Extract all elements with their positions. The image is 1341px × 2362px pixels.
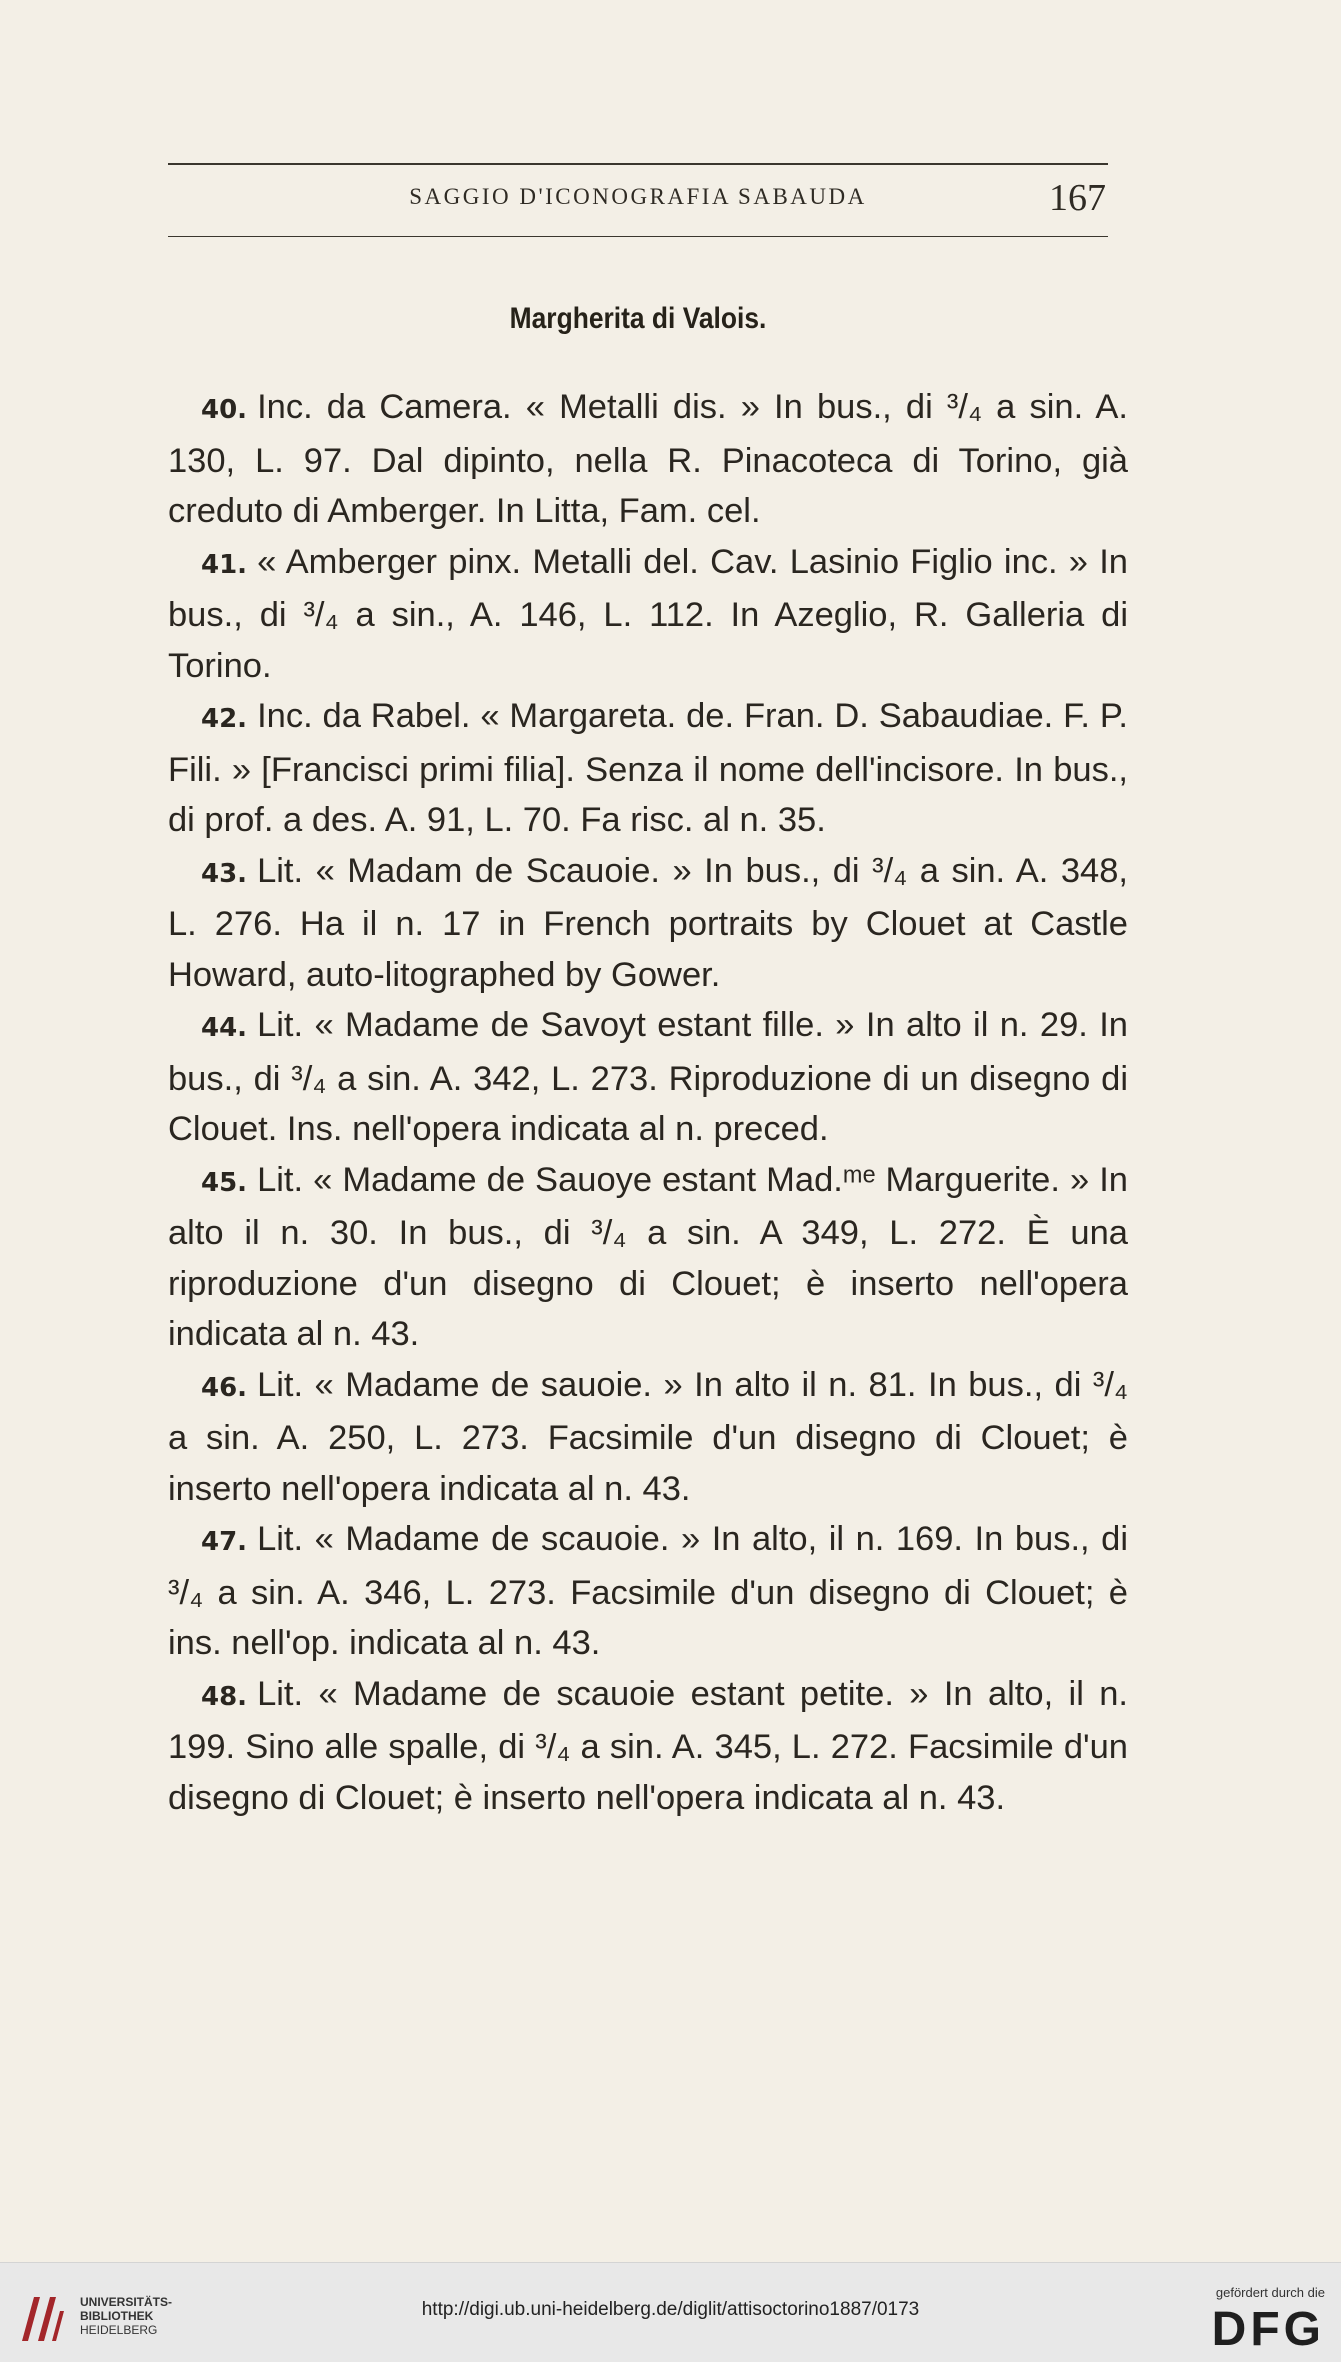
library-name-line1: UNIVERSITÄTS-: [80, 2295, 173, 2309]
running-title: SAGGIO D'ICONOGRAFIA SABAUDA: [409, 184, 867, 209]
entry-number: 47.: [201, 1527, 248, 1557]
entry-number: 48.: [201, 1681, 248, 1712]
entry-text: Lit. « Madame de scauoie. » In alto, il n. 169. In bus., di ³/₄ a sin. A. 346, L. 273. Facsimile d'un disegno di Clouet; è ins. nell'op. indicata al n. 43.: [168, 1520, 1128, 1662]
catalog-entry-47: [168, 1514, 1128, 1669]
entry-text: Lit. « Madam de Scauoie. » In bus., di ³/₄ a sin. A. 348, L. 276. Ha il n. 17 in French portraits by Clouet at Castle Howard, auto-litographed by Gower.: [168, 851, 1128, 994]
entry-number: 42.: [201, 704, 248, 734]
page-number: 167: [1049, 177, 1106, 219]
entry-text: « Amberger pinx. Metalli del. Cav. Lasinio Figlio inc. » In bus., di ³/₄ a sin., A. 146, L. 112. In Azeglio, R. Galleria di Torino.: [168, 542, 1128, 685]
catalog-entry-41: [168, 537, 1128, 692]
entry-list: [168, 382, 1128, 1823]
entry-text: Lit. « Madame de Savoyt estant fille. » In alto il n. 29. In bus., di ³/₄ a sin. A. 342, L. 273. Riproduzione di un disegno di Clouet. Ins. nell'opera indicata al n. preced.: [168, 1006, 1128, 1148]
entry-number: 43.: [201, 858, 248, 889]
header-top-rule: [168, 163, 1108, 165]
entry-number: 46.: [201, 1372, 248, 1403]
library-name-line2: BIBLIOTHEK: [80, 2309, 154, 2323]
funding-label: gefördert durch die: [1215, 2285, 1325, 2300]
entry-number: 45.: [201, 1167, 248, 1198]
viewer-footer: [0, 2262, 1341, 2362]
catalog-entry-46: [168, 1360, 1128, 1515]
entry-number: 41.: [201, 549, 248, 580]
entry-number: 44.: [201, 1013, 248, 1043]
library-name-line3: HEIDELBERG: [80, 2323, 158, 2337]
dfg-logo: DFG: [1211, 2303, 1325, 2356]
catalog-entry-45: [168, 1155, 1128, 1360]
entry-text: Lit. « Madame de sauoie. » In alto il n. 81. In bus., di ³/₄ a sin. A. 250, L. 273. Facsimile d'un disegno di Clouet; è inserto nell'opera indicata al n. 43.: [168, 1365, 1128, 1508]
entry-text: Inc. da Rabel. « Margareta. de. Fran. D. Sabaudiae. F. P. Fili. » [Francisci primi filia]. Senza il nome dell'incisore. In bus., di prof. a des. A. 91, L. 70. Fa risc. al n. 35.: [168, 697, 1128, 839]
entry-text: Inc. da Camera. « Metalli dis. » In bus., di ³/₄ a sin. A. 130, L. 97. Dal dipinto, nella R. Pinacoteca di Torino, già creduto di Amberger. In Litta, Fam. cel.: [168, 388, 1128, 530]
catalog-entry-48: [168, 1669, 1128, 1824]
catalog-entry-42: [168, 691, 1128, 846]
catalog-entry-43: [168, 846, 1128, 1001]
entry-number: 40.: [201, 395, 248, 425]
running-head: [168, 176, 1108, 226]
permalink-url[interactable]: http://digi.ub.uni-heidelberg.de/diglit/attisoctorino1887/0173: [421, 2299, 920, 2320]
catalog-entry-44: [168, 1000, 1128, 1155]
section-title: Margherita di Valois.: [509, 302, 767, 335]
entry-text: Lit. « Madame de Sauoye estant Mad.ᵐᵉ Marguerite. » In alto il n. 30. In bus., di ³/₄ a sin. A 349, L. 272. È una riproduzione d'un disegno di Clouet; è inserto nell'opera indicata al n. 43.: [168, 1160, 1128, 1353]
entry-text: Lit. « Madame de scauoie estant petite. » In alto, il n. 199. Sino alle spalle, di ³/₄ a sin. A. 345, L. 272. Facsimile d'un disegno di Clouet; è inserto nell'opera indicata al n. 43.: [168, 1674, 1128, 1817]
catalog-entry-40: [168, 382, 1128, 537]
header-bottom-rule: [168, 236, 1108, 237]
